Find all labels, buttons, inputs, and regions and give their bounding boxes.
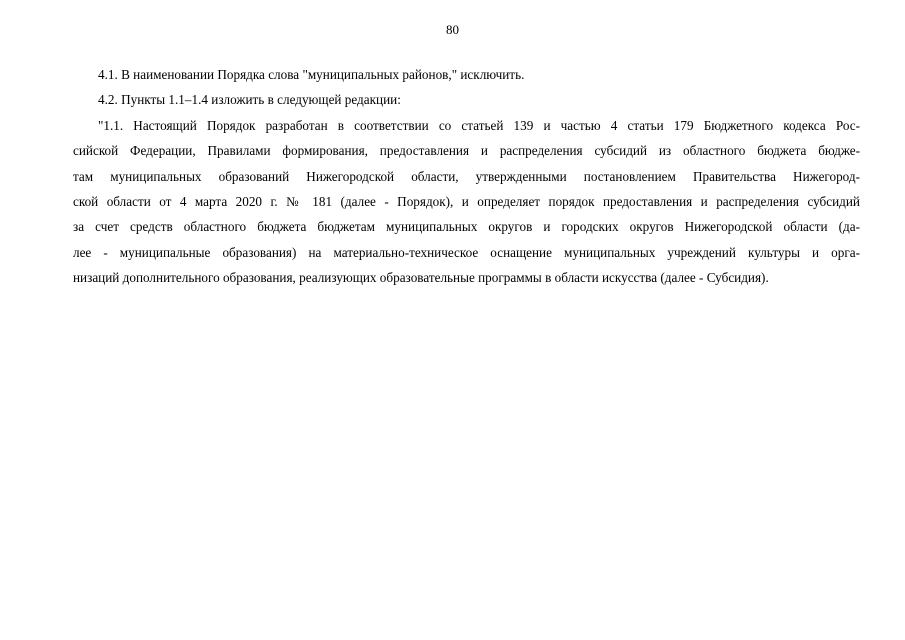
paragraph-1-1-line: там муниципальных образований Нижегородской области, утвержденными постановлением Правительства Нижегород- [73,168,860,184]
page-number: 80 [446,22,459,37]
paragraph-1-1-line: сийской Федерации, Правилами формирования, предоставления и распределения субсидий из областного бюджета бюдже- [73,143,860,159]
paragraph-1-1-line: лее - муниципальные образования) на материально-техническое оснащение муниципальных учреждений культуры и орга- [73,244,860,260]
paragraph-1-1-line: "1.1. Настоящий Порядок разработан в соответствии со статьей 139 и частью 4 статьи 179 Бюджетного кодекса Рос- [98,117,860,133]
paragraph-1-1 [73,113,860,291]
paragraph-4-2: 4.2. Пункты 1.1–1.4 изложить в следующей редакции: [98,92,401,108]
paragraph-4-1: 4.1. В наименовании Порядка слова "муниципальных районов," исключить. [98,67,525,82]
paragraph-1-1-line: низаций дополнительного образования, реализующих образовательные программы в области искусства (далее - Субсидия). [73,270,769,286]
paragraph-1-1-line: за счет средств областного бюджета бюджетам муниципальных округов и городских округов Нижегородской области (да- [73,219,860,235]
paragraph-1-1-line: ской области от 4 марта 2020 г. № 181 (далее - Порядок), и определяет порядок предоставления и распределения субсидий [73,194,860,210]
document-body [73,62,860,291]
